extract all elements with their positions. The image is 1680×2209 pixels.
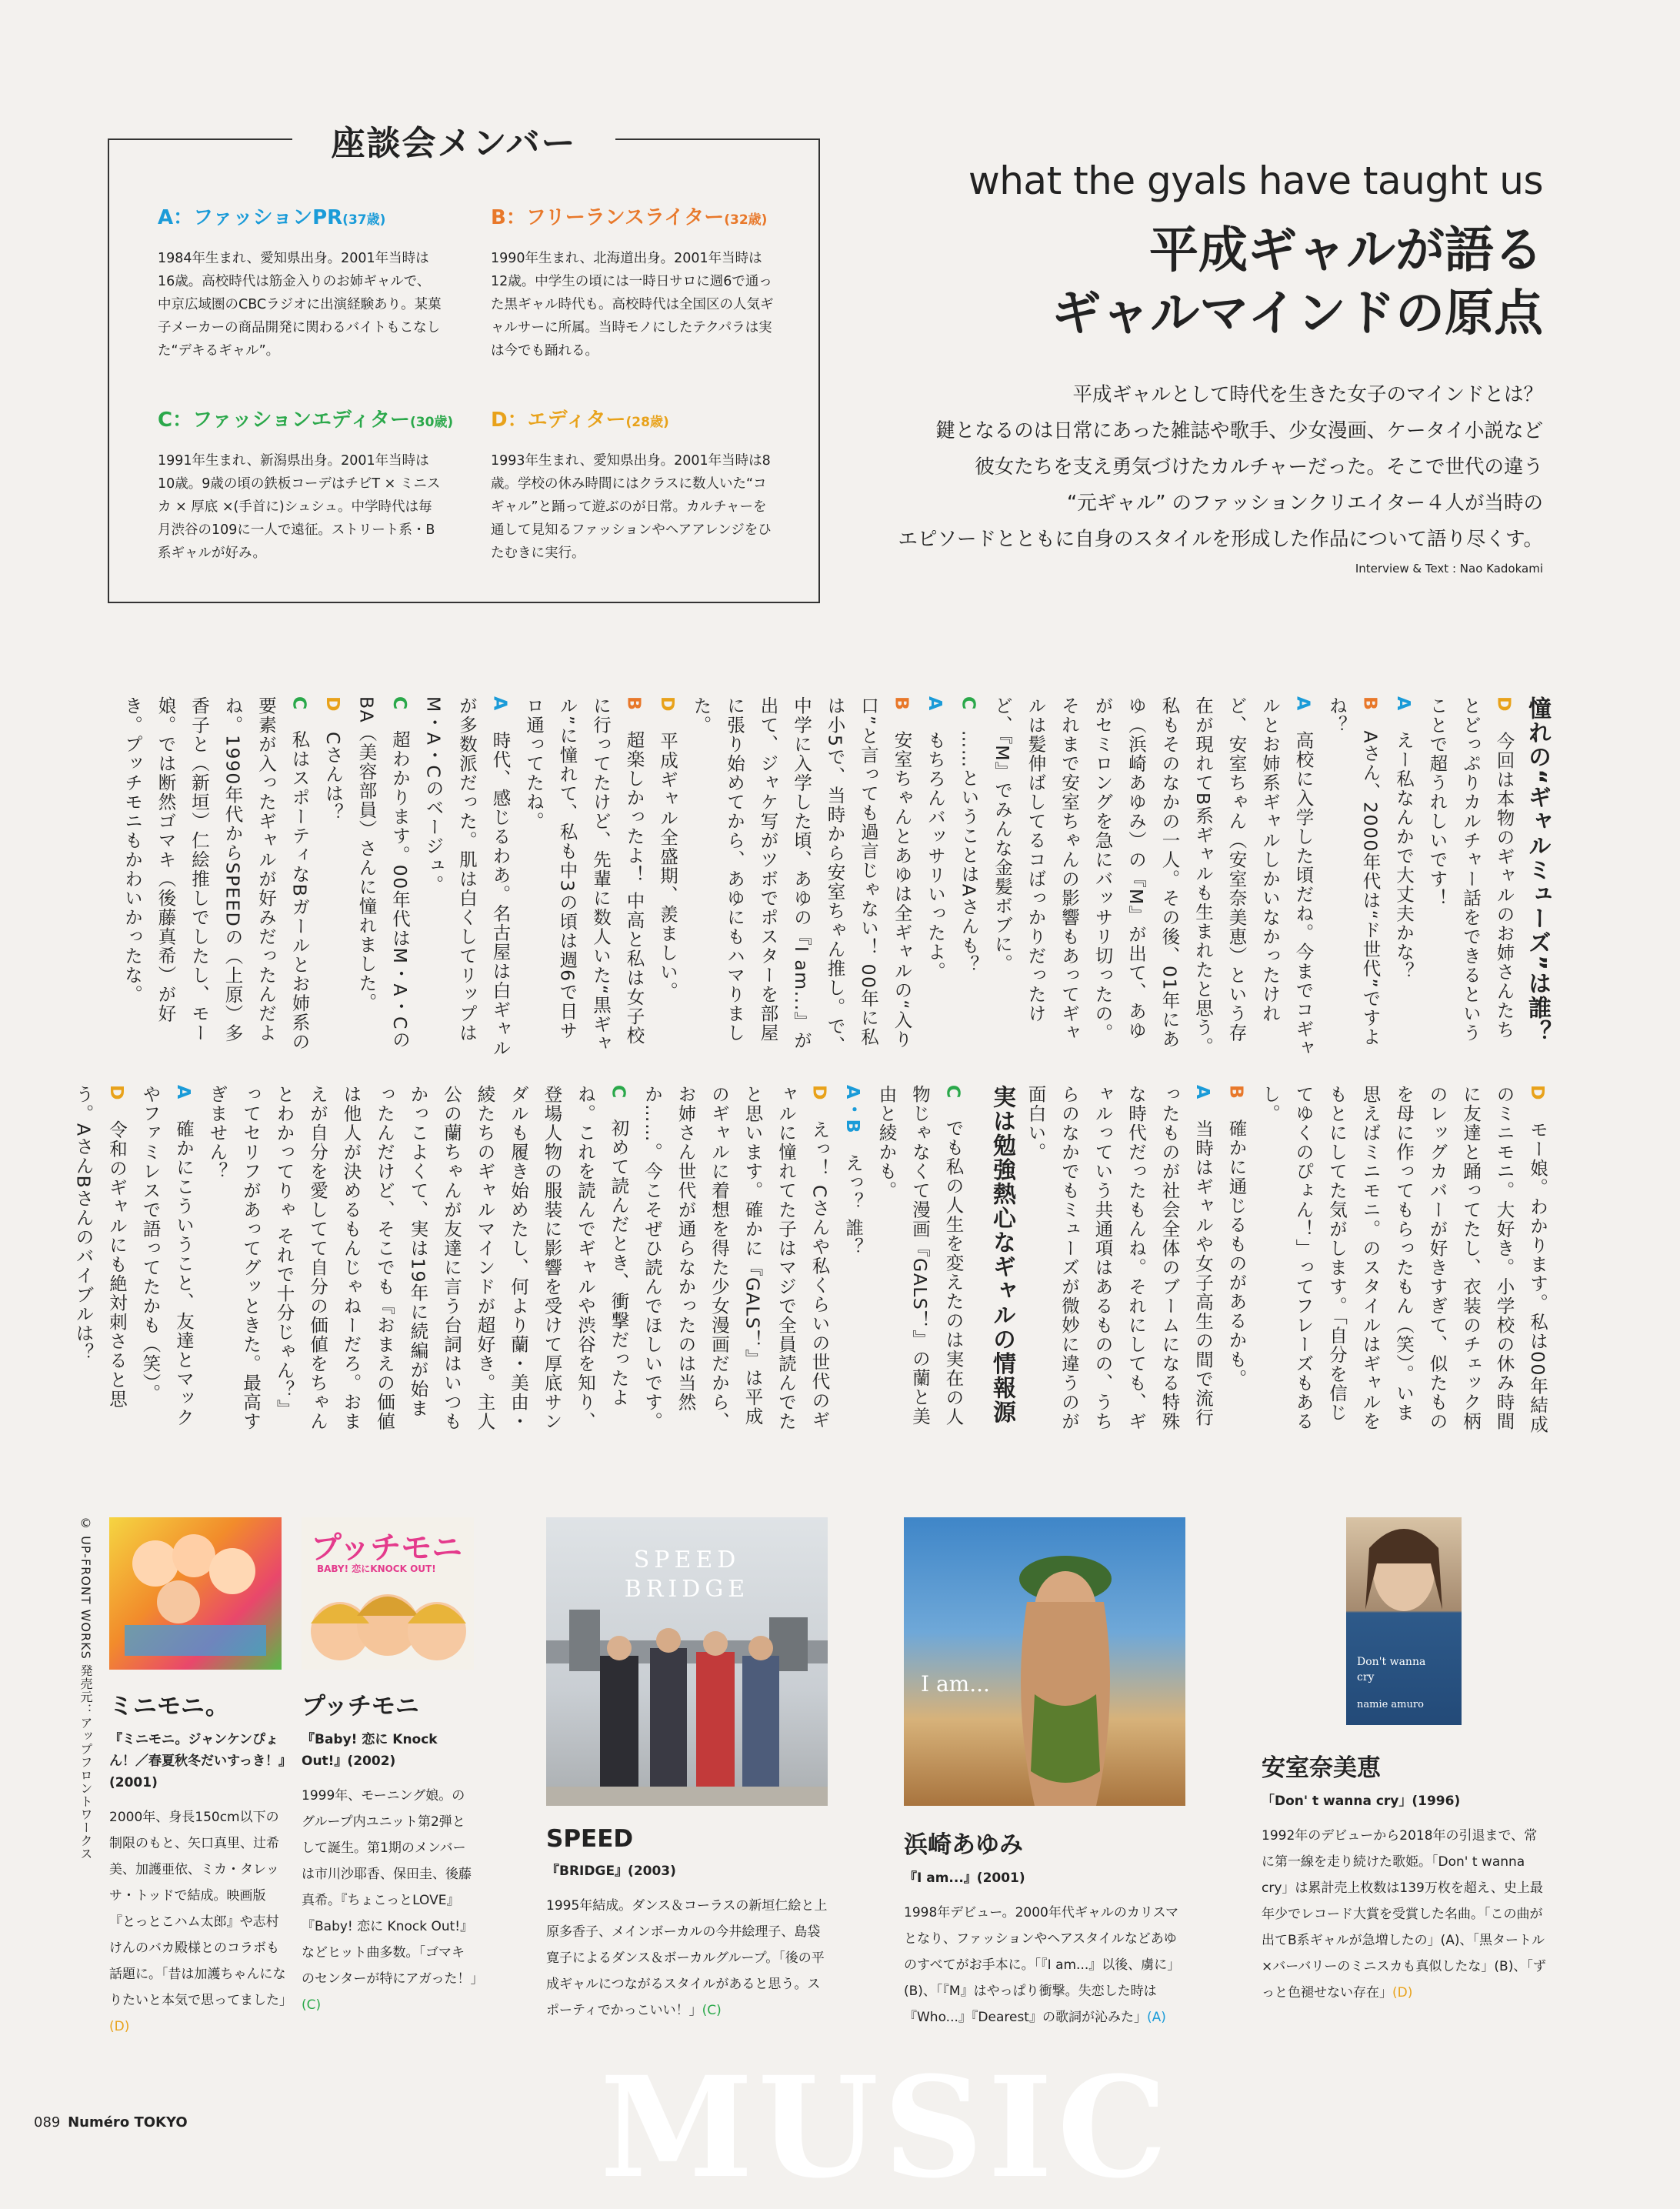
speaker-tag: C	[608, 1085, 630, 1119]
caption-ayu-title: 『I am...』(2001)	[904, 1870, 1025, 1886]
section-1-line	[517, 696, 651, 1058]
english-title: what the gyals have taught us	[968, 159, 1543, 203]
section-1-line	[985, 696, 1320, 1058]
member-c-label: C：ファッションエディター	[158, 409, 410, 432]
dialogue-text: 令和のギャルにも絶対刺さると思う。AさんBさんのバイブルは？	[72, 1085, 128, 1410]
speaker-tag: C	[389, 696, 411, 730]
section-1-line	[115, 696, 316, 1058]
amuro-cover-artist: namie amuro	[1357, 1699, 1424, 1710]
section-1-line	[918, 696, 952, 1058]
speaker-tag: A	[925, 696, 946, 731]
caption-ayu	[904, 1825, 1188, 2030]
japanese-title-line-1: 平成ギャルが語る	[1149, 222, 1543, 279]
dialogue-text: 時代、感じるわあ。名古屋は白ギャルが多数派だった。肌は白くしてリップはM・A・Cのベージュ。	[422, 696, 512, 1058]
member-a-label: A：ファッションPR	[158, 206, 343, 229]
speaker-tag: C	[288, 696, 311, 730]
caption-petitmoni-title: 『Baby! 恋に Knock Out!』(2002)	[302, 1732, 438, 1769]
section-1-line	[651, 696, 685, 1058]
caption-minimoni-speaker: (D)	[109, 2019, 130, 2034]
lead-line-1: 平成ギャルとして時代を生きた女子のマインドとは？	[1072, 383, 1543, 406]
dialogue-text: 確かに通じるものがあるかも。	[1225, 1119, 1248, 1389]
caption-minimoni	[109, 1687, 292, 2040]
caption-speed-title: 『BRIDGE』(2003)	[546, 1864, 676, 1879]
article-section-1	[108, 696, 1554, 1058]
speaker-tag: A	[489, 696, 512, 731]
section-2-line	[635, 1085, 836, 1435]
member-b-age: (32歳)	[724, 212, 768, 228]
section-2-line	[1018, 1085, 1219, 1435]
dialogue-text: 当時はギャルや女子高生の間で流行ったものが社会全体のブームになる特殊な時代だったもんね。それにしても、ギャルっていう共通項はあるものの、うちらのなかでもミューズが微妙に違うのが面白い。	[1025, 1085, 1214, 1431]
speed-cover	[546, 1517, 828, 1806]
ayu-cover	[904, 1517, 1185, 1806]
speed-logo: SPEED	[633, 1547, 741, 1573]
folio	[34, 2114, 188, 2131]
dialogue-text: でも私の人生を変えたのは実在の人物じゃなくて漫画『GALS！』の蘭と美由と綾かも。	[875, 1085, 965, 1427]
lead-line-3: 彼女たちを支え勇気づけたカルチャーだった。そこで世代の違う	[975, 455, 1543, 479]
caption-speed-body: 1995年結成。ダンス＆コーラスの新垣仁絵と上原多香子、メインボーカルの今井絵理子、島袋寛子によるダンス＆ボーカルグループ。「後の平成ギャルにつながるスタイルがあると思う。スポーティでかっこいい！」	[546, 1898, 828, 2018]
amuro-cover-title-2: cry	[1357, 1671, 1375, 1683]
member-box-title: 座談会メンバー	[292, 115, 615, 165]
section-2-line	[1219, 1085, 1253, 1435]
section-1-line	[1387, 696, 1421, 1058]
member-d	[491, 404, 775, 565]
speaker-tag: D	[808, 1085, 831, 1121]
caption-minimoni-title: 『ミニモニ。ジャンケンぴょん！／春夏秋冬だいすっき！』(2001)	[109, 1732, 285, 1790]
section-1-heading: 憧れの“ギャルミューズ”は誰？	[1524, 696, 1551, 1044]
section-2-heading: 実は勉強熱心なギャルの情報源	[988, 1085, 1015, 1424]
dialogue-text: 超わかります。00年代はM・A・CのBA（美容部員）さんに憧れました。	[355, 696, 411, 1049]
dialogue-text: 安室ちゃんとあゆは全ギャルの“入り口”と言っても過言じゃない！ 00年に私は小5で、当時から安室ちゃん推し。で、中学に入学した頃、あゆの『I am...』が出て、ジャケ写がツボでポスターを部屋に張り始めてから、あゆにもハマりました。	[690, 696, 913, 1056]
dialogue-text: えっ？ 誰？	[842, 1153, 864, 1257]
lead-line-2: 鍵となるのは日常にあった雑誌や歌手、少女漫画、ケータイ小説など	[935, 419, 1543, 442]
caption-petitmoni-body: 1999年、モーニング娘。のグループ内ユニット第2弾として誕生。第1期のメンバーは市川沙耶香、保田圭、後藤真希。『ちょこっとLOVE』『Baby! 恋に Knock Out!』などヒット曲多数。「ゴマキのセンターが特にアガった！」	[302, 1788, 484, 1987]
dialogue-text: 今回は本物のギャルのお姉さんたちとどっぷりカルチャー話をできるということで超うれしいです！	[1426, 696, 1515, 1043]
minimoni-cover	[109, 1517, 282, 1670]
dialogue-text: 超楽しかったよ！ 中高と私は女子校に行ってたけど、先輩に数人いた“黒ギャル”に憧れて、私も中3の頃は週6で日サロ通ってたね。	[523, 696, 645, 1053]
petitmoni-logo: プッチモニ	[311, 1530, 463, 1566]
caption-petitmoni-name: プッチモニ	[302, 1693, 419, 1720]
page-number: 089	[34, 2114, 61, 2131]
caption-speed-speaker: (C)	[702, 2003, 722, 2018]
caption-ayu-body: 1998年デビュー。2000年代ギャルのカリスマとなり、ファッションやヘアスタイルなどあゆのすべてがお手本に。「『I am...』以後、虜に」(B)、「『M』はやっぱり衝撃。失恋した時は『Who...』『Dearest』の歌詞が沁みた」	[904, 1905, 1181, 2025]
petitmoni-cover-art	[302, 1577, 474, 1670]
caption-ayu-name: 浜崎あゆみ	[904, 1831, 1023, 1859]
section-1-line	[684, 696, 918, 1058]
dialogue-text: 確かにこういうこと、友達とマックやファミレスで語ってたかも（笑）。	[139, 1085, 195, 1427]
japanese-title-line-2: ギャルマインドの原点	[1052, 285, 1543, 342]
amuro-cover-art	[1346, 1517, 1462, 1617]
dialogue-text: 平成ギャル全盛期、羨ましい。	[657, 732, 678, 1002]
speed-album-logo: BRIDGE	[624, 1576, 750, 1603]
speaker-tag: A	[1292, 696, 1315, 731]
speaker-tag: D	[106, 1085, 128, 1121]
member-a	[158, 202, 442, 362]
section-1-line	[1320, 696, 1387, 1058]
member-b-label: B：フリーランスライター	[491, 206, 725, 229]
section-1-line	[316, 696, 350, 1058]
minimoni-cover-art	[109, 1517, 282, 1670]
member-b	[491, 202, 775, 362]
speaker-tag: D	[1527, 1085, 1548, 1121]
speaker-tag: C	[942, 1085, 965, 1119]
japanese-title	[1052, 219, 1543, 345]
dialogue-text: 高校に入学した頃だね。今までコギャルとお姉系ギャルしかいなかったけれど、安室ちゃん（安室奈美恵）という存在が現れてB系ギャルも生まれたと思う。私もそのなかの一人。その後、01年にあゆ（浜崎あゆみ）の『M』が出て、あゆがセミロングを急にバッサリ切ったの。それまで安室ちゃんの影響もあってギャルは髪伸ばしてるコばっかりだったけど、『M』でみんな金髪ボブに。	[992, 696, 1315, 1058]
speaker-tag: D	[1493, 696, 1515, 732]
member-a-bio: 1984年生まれ、愛知県出身。2001年当時は16歳。高校時代は筋金入りのお姉ギャルで、中京広域圏のCBCラジオに出演経験あり。某菓子メーカーの商品開発に関わるバイトもこなした“デキるギャル”。	[158, 251, 442, 359]
section-2-line	[200, 1085, 635, 1435]
petitmoni-cover	[302, 1517, 474, 1670]
dialogue-text: えー私なんかで大丈夫かな？	[1393, 730, 1415, 981]
caption-petitmoni	[302, 1687, 484, 2018]
caption-amuro-body: 1992年のデビューから2018年の引退まで、常に第一線を走り続けた歌姫。「Don' t wanna cry」は累計売上枚数は139万枚を超え、史上最年少でレコード大賞を受賞した名曲。「この曲が出てB系ギャルが急増したの」(A)、「黒タートル×バーバリーのミニスカも真似したな」(B)、「ずっと色褪せない存在」	[1262, 1828, 1546, 2000]
caption-amuro-name: 安室奈美恵	[1262, 1754, 1381, 1782]
dialogue-text: Cさんは？	[322, 732, 344, 823]
caption-speed	[546, 1825, 831, 2024]
section-1-line	[952, 696, 985, 1058]
speaker-tag: B	[623, 696, 645, 731]
speaker-tag: D	[657, 696, 678, 732]
petitmoni-subtitle: BABY! 恋にKNOCK OUT!	[317, 1563, 436, 1574]
amuro-cover	[1346, 1517, 1462, 1725]
section-1-line	[1420, 696, 1521, 1058]
member-d-label: D：エディター	[491, 409, 626, 432]
speaker-tag: B	[1359, 696, 1382, 731]
caption-minimoni-name: ミニモニ。	[109, 1693, 229, 1720]
lead-line-4: “元ギャル” のファッションクリエイター４人が当時の	[1067, 492, 1543, 515]
member-c-age: (30歳)	[409, 415, 454, 430]
speaker-tag: C	[958, 696, 980, 730]
speaker-tag: A	[1192, 1085, 1214, 1120]
lead-line-5: エピソードとともに自身のスタイルを形成した作品について語り尽くす。	[898, 528, 1543, 551]
magazine-name: Numéro TOKYO	[68, 2114, 188, 2131]
speaker-tag: A	[173, 1085, 195, 1120]
speaker-tag: A・B	[842, 1085, 864, 1154]
caption-amuro-title: 「Don' t wanna cry」(1996)	[1262, 1794, 1461, 1809]
section-1-line	[349, 696, 416, 1058]
lead-text	[898, 377, 1543, 558]
section-2-line	[836, 1085, 870, 1435]
dialogue-text: 初めて読んだとき、衝撃だったよね。これを読んでギャルや渋谷を知り、登場人物の服装に影響を受けて厚底サンダルも履き始めたし、何より蘭・美由・綾たちのギャルマインドが超好き。主人公の蘭ちゃんが友達に言う台詞はいつもかっこよくて、実は19年に続編が始まったんだけど、そこでも『おまえの価値は他人が決めるもんじゃねーだろ。おまえが自分を愛してて自分の価値をちゃんとわかってりゃ それで十分じゃん？』ってセリフがあってグッときた。最高すぎません？	[206, 1085, 630, 1431]
speaker-tag: B	[1225, 1085, 1248, 1120]
member-d-bio: 1993年生まれ、愛知県出身。2001年当時は8歳。学校の休み時間にはクラスに数人いた“コギャル”と踊って遊ぶのが日常。カルチャーを通して見知るファッションやヘアアレンジをひたむきに実行。	[491, 453, 772, 561]
dialogue-text: ……ということはAさんも？	[958, 729, 980, 975]
article-section-1-text	[115, 696, 1555, 1058]
dialogue-text: Aさん、2000年代は“ド世代”ですよね？	[1326, 696, 1382, 1047]
speaker-tag: D	[322, 696, 344, 732]
copyright: © UP-FRONT WORKS 発売元：アップフロントワークス	[78, 1516, 93, 1860]
section-2-line	[1253, 1085, 1555, 1435]
caption-minimoni-body: 2000年、身長150cm以下の制限のもと、矢口真里、辻希美、加護亜依、ミカ・タレッサ・トッドで結成。映画版『とっとこハム太郎』や志村けんのバカ殿様とのコラボも話題に。「昔は加護ちゃんになりたいと本気で思ってました」	[109, 1810, 292, 2008]
article-section-2	[72, 1085, 1554, 1435]
member-b-bio: 1990年生まれ、北海道出身。2001年当時は12歳。中学生の頃には一時日サロに週6で通った黒ギャル時代も。高校時代は全国区の人気ギャルサーに所属。当時モノにしたテクパラは実は今でも踊れる。	[491, 251, 774, 359]
member-c	[158, 404, 453, 565]
section-2-line	[133, 1085, 200, 1435]
article-section-2-text	[66, 1085, 1554, 1435]
speed-cover-art	[546, 1610, 828, 1806]
speaker-tag: A	[1393, 696, 1415, 731]
credit: Interview & Text : Nao Kadokami	[1355, 562, 1543, 576]
speaker-tag: B	[891, 696, 913, 731]
member-a-age: (37歳)	[342, 212, 386, 228]
caption-petitmoni-speaker: (C)	[302, 1997, 322, 2013]
caption-amuro	[1262, 1748, 1546, 2006]
ayu-cover-art	[904, 1517, 1185, 1806]
section-1-line	[416, 696, 517, 1058]
caption-ayu-speaker: (A)	[1146, 2010, 1166, 2025]
dialogue-text: モー娘。わかります。私は00年結成のミニモニ。大好き。小学校の休み時間に友達と踊ってたし、衣装のチェック柄のレッグカバーが好きすぎて、似たものを母に作ってもらったもん（笑）。いま思えばミニモニ。のスタイルはギャルをもとにしてた気がします。「自分を信じてゆくのぴょん！」ってフレーズもあるし。	[1259, 1085, 1548, 1434]
section-watermark: MUSIC	[600, 2047, 1172, 2209]
dialogue-text: えっ！ Cさんや私くらいの世代のギャルに憧れてた子はマジで全員読んでたと思います。確かに『GALS！』は平成のギャルに着想を得た少女漫画だから、お姉さん世代が通らなかったのは当然か……。今こそぜひ読んでほしいです。	[642, 1085, 831, 1431]
section-2-line	[66, 1085, 133, 1435]
caption-amuro-speaker: (D)	[1392, 1985, 1413, 2000]
dialogue-text: もちろんバッサリいったよ。	[925, 730, 946, 981]
ayu-cover-text: I am...	[921, 1671, 990, 1697]
dialogue-text: 私はスポーティなBガールとお姉系の要素が入ったギャルが好みだったんだよね。1990年代からSPEEDの（上原）多香子と（新垣）仁絵推しでしたし、モー娘。では断然ゴマキ（後藤真希）が好き。プッチモニもかわいかったな。	[122, 696, 311, 1052]
section-2-line	[869, 1085, 970, 1435]
member-d-age: (28歳)	[625, 415, 669, 430]
caption-speed-name: SPEED	[546, 1825, 634, 1853]
member-c-bio: 1991年生まれ、新潟県出身。2001年当時は10歳。9歳の頃の鉄板コーデはチビT × ミニスカ × 厚底 ×(手首に)シュシュ。中学時代は毎月渋谷の109に一人で遠征。ストリート系・B系ギャルが好み。	[158, 453, 441, 561]
amuro-cover-title-1: Don't wanna	[1357, 1656, 1426, 1668]
